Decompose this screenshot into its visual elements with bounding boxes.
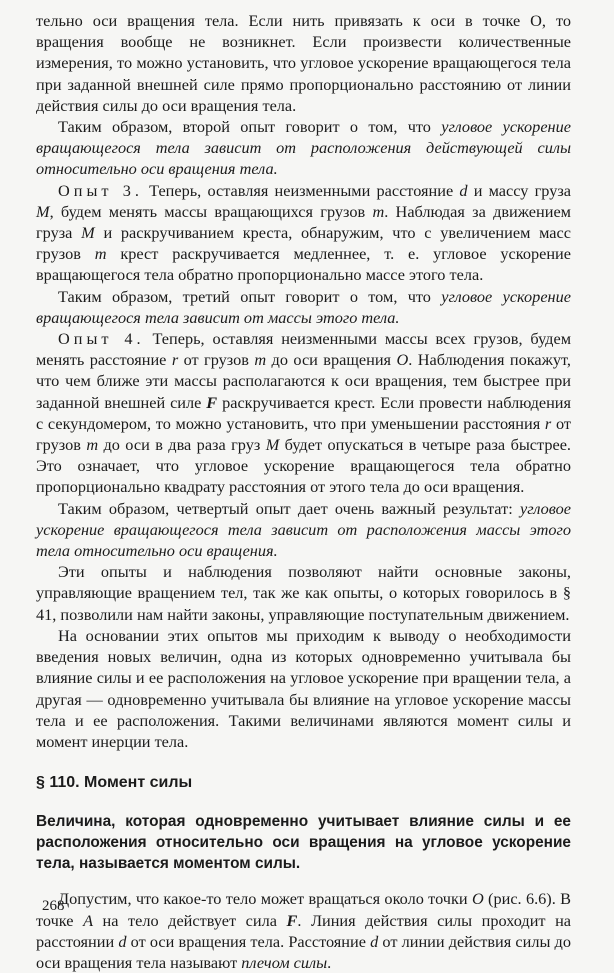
- page-number: 268: [42, 898, 65, 914]
- definition: Величина, которая одновременно учитывает влияние силы и ее расположения относительно оси вращения на угловое ускорение тела, называется моментом силы.: [36, 813, 571, 873]
- page-body: [36, 10, 571, 973]
- emphasis: плечом силы: [241, 952, 328, 972]
- variable: m: [372, 201, 385, 221]
- paragraph-experiment-4: [36, 328, 571, 498]
- paragraph-2: [36, 116, 571, 180]
- experiment-label: Опыт 3.: [58, 180, 143, 200]
- variable: m: [254, 350, 267, 370]
- variable: d: [370, 931, 379, 951]
- text: Допустим, что какое-то тело может вращаться около точки: [58, 889, 472, 909]
- variable: O: [471, 889, 484, 909]
- text: . Линия действия силы проходит на расстоянии: [36, 910, 572, 951]
- text: и раскручиванием креста, обнаружим, что с увеличением масс грузов: [36, 223, 571, 264]
- text: будет опускаться в четыре раза быстрее. Это означает, что угловое ускорение вращающегося тела обратно пропорционально квадрату расстояния от этого тела до оси вращения.: [36, 435, 571, 497]
- text: до оси в два раза груз: [98, 435, 266, 455]
- variable: A: [83, 910, 94, 930]
- text: крест раскручивается медленнее, т. е. угловое ускорение вращающегося тела обратно пропорционально массе этого тела.: [36, 244, 571, 285]
- paragraph-experiment-3: [36, 180, 571, 286]
- variable: r: [544, 413, 552, 433]
- section-heading: § 110. Момент силы: [36, 774, 193, 792]
- text: от линии действия силы до оси вращения тела называют: [36, 931, 571, 972]
- text: от оси вращения тела. Расстояние: [126, 931, 371, 951]
- text: . Наблюдения покажут, что чем ближе эти массы располагаются к оси вращения, тем быстрее при заданной внешней силе: [36, 350, 571, 412]
- variable: d: [118, 931, 127, 951]
- force-vector: F: [206, 392, 218, 412]
- variable: m: [86, 435, 99, 455]
- text: Теперь, оставляя неизменными расстояние: [142, 180, 460, 200]
- paragraph-6: [36, 498, 571, 562]
- variable: M: [81, 223, 95, 243]
- paragraph-9: [36, 888, 571, 973]
- variable: M: [265, 435, 280, 455]
- force-vector: F: [286, 910, 298, 930]
- text: . Наблюдая за движением груза: [36, 201, 571, 243]
- paragraph-1: тельно оси вращения тела. Если нить привязать к оси в точке O, то вращения вообще не возникнет. Если произвести количественные измерения, то можно установить, что угловое ускорение вращающегося тела при заданной внешней силе прямо пропорционально расстоянию от линии действия силы до оси вращения тела.: [36, 11, 571, 115]
- text: раскручивается крест. Если провести наблюдения с секундомером, то можно установить, что при уменьшении расстояния: [36, 392, 572, 433]
- paragraph-4: [36, 286, 571, 328]
- text: Таким образом, четвертый опыт дает очень важный результат:: [58, 498, 520, 518]
- text: на тело действует сила: [93, 910, 287, 930]
- text: , будем менять массы вращающихся грузов: [49, 201, 373, 221]
- text: от грузов: [178, 350, 255, 370]
- variable: d: [459, 180, 468, 200]
- paragraph-7: Эти опыты и наблюдения позволяют найти основные законы, управляющие вращением тел, так же как опыты, о которых говорилось в § 41, позволили нам найти законы, управляющие поступательным движением.: [36, 562, 571, 624]
- emphasis: угловое ускорение вращающегося тела зависит от массы этого тела.: [36, 286, 571, 327]
- text: и массу груза: [467, 180, 572, 200]
- paragraph-8: На основании этих опытов мы приходим к выводу о необходимости введения новых величин, одна из которых одновременно учитывала бы влияние силы и ее расположения на угловое ускорение при вращении тела, а другая — одновременно учитывала бы влияние на угловое ускорение массы тела и ее расположения. Такими величинами являются момент силы и момент инерции тела.: [36, 625, 571, 751]
- text: (рис. 6.6). В точке: [36, 889, 571, 930]
- text: Таким образом, третий опыт говорит о том, что: [58, 286, 442, 306]
- text: Таким образом, второй опыт говорит о том, что: [58, 117, 442, 137]
- variable: r: [171, 350, 179, 370]
- variable: O: [396, 350, 409, 370]
- variable: m: [94, 244, 107, 264]
- text: Теперь, оставляя неизменными массы всех грузов, будем менять расстояние: [36, 329, 571, 370]
- text: до оси вращения: [266, 350, 397, 370]
- emphasis: угловое ускорение вращающегося тела зависит от расположения массы этого тела относительно оси вращения.: [36, 498, 571, 561]
- text: .: [327, 952, 332, 972]
- variable: M: [36, 201, 50, 221]
- text: от грузов: [36, 413, 571, 455]
- emphasis: угловое ускорение вращающегося тела зависит от расположения действующей силы относительно оси вращения тела.: [36, 117, 571, 179]
- experiment-label: Опыт 4.: [58, 329, 145, 349]
